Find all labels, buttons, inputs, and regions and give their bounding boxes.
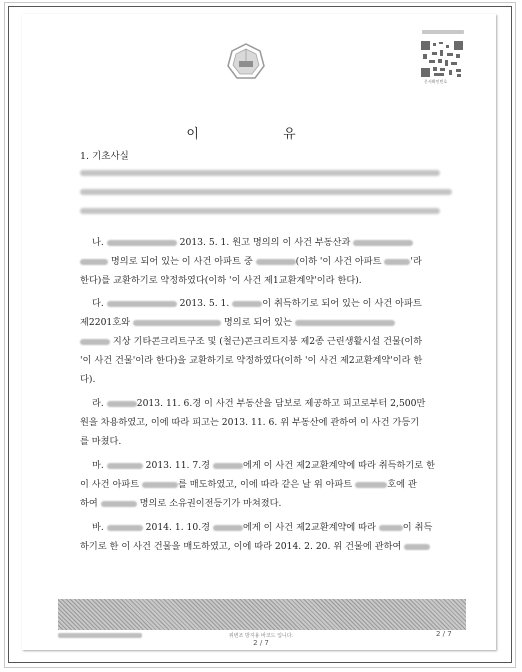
paragraph-line: 이 사건 아파트 를 매도하였고, 이에 따라 같은 날 위 아파트 호에 관 bbox=[80, 479, 417, 490]
paragraph-line: 제2201호와 명의로 되어 있는 bbox=[80, 314, 395, 328]
paragraph-line: 다. 2013. 5. 1. 이 취득하기로 되어 있는 이 사건 아파트 bbox=[92, 298, 422, 309]
paragraph-line: '이 사건 건물'이라 한다)을 교환하기로 약정하였다(이하 '이 사건 제2교환계약'이라 한 bbox=[80, 355, 423, 366]
redacted-line bbox=[80, 170, 440, 176]
paragraph-line: 바. 2014. 1. 10.경 에게 이 사건 제2교환계약에 따라 이 취득 bbox=[92, 522, 433, 533]
paragraph-line: 하여 명의로 소유권이전등기가 마쳐졌다. bbox=[80, 498, 282, 509]
paragraph-line: 다). bbox=[80, 374, 96, 385]
paragraph-line: 지상 기타콘크리트구조 및 (철근)콘크리트지붕 제2종 근린생활시설 건물(이하 bbox=[80, 333, 422, 347]
paragraph-line: 하기로 한 이 사건 건물을 매도하였고, 이에 따라 2014. 2. 20. 위 건물에 관하여 bbox=[80, 538, 430, 552]
page-number: 2 / 7 bbox=[253, 639, 269, 647]
document-page bbox=[22, 14, 496, 650]
redacted-line bbox=[80, 189, 452, 195]
paragraph-line: 명의로 되어 있는 이 사건 아파트 중 (이하 '이 사건 아파트 '라 bbox=[80, 253, 422, 267]
qr-caption: 문서확인번호 bbox=[424, 79, 448, 84]
paragraph-line: 를 마쳤다. bbox=[80, 436, 122, 447]
anti-forgery-barcode bbox=[58, 599, 466, 630]
paragraph-line: 라. 2013. 11. 6.경 이 사건 부동산을 담보로 제공하고 피고로부터 2,500만 bbox=[92, 398, 426, 409]
qr-code-icon bbox=[420, 40, 464, 78]
paragraph-line: 원을 차용하였고, 이에 따라 피고는 2013. 11. 6. 위 부동산에 관하여 이 사건 가등기 bbox=[80, 417, 420, 428]
section-heading: 1. 기초사실 bbox=[80, 151, 129, 162]
paragraph-line: 나. 2013. 5. 1. 원고 명의의 이 사건 부동산과 bbox=[92, 234, 413, 248]
paragraph-line: 마. 2013. 11. 7.경 에게 이 사건 제2교환계약에 따라 취득하기로 한 bbox=[92, 460, 435, 471]
document-title: 이 유 bbox=[186, 127, 336, 142]
qr-url-redacted bbox=[422, 30, 464, 34]
page-number-right: 2 / 7 bbox=[436, 630, 452, 638]
paragraph-line: 한다)를 교환하기로 약정하였다(이하 '이 사건 제1교환계약'이라 한다). bbox=[80, 275, 362, 286]
redacted-line bbox=[80, 208, 440, 214]
footer-notice: 위변조 방지용 바코드 입니다. bbox=[228, 633, 294, 639]
court-seal-icon bbox=[226, 42, 266, 82]
